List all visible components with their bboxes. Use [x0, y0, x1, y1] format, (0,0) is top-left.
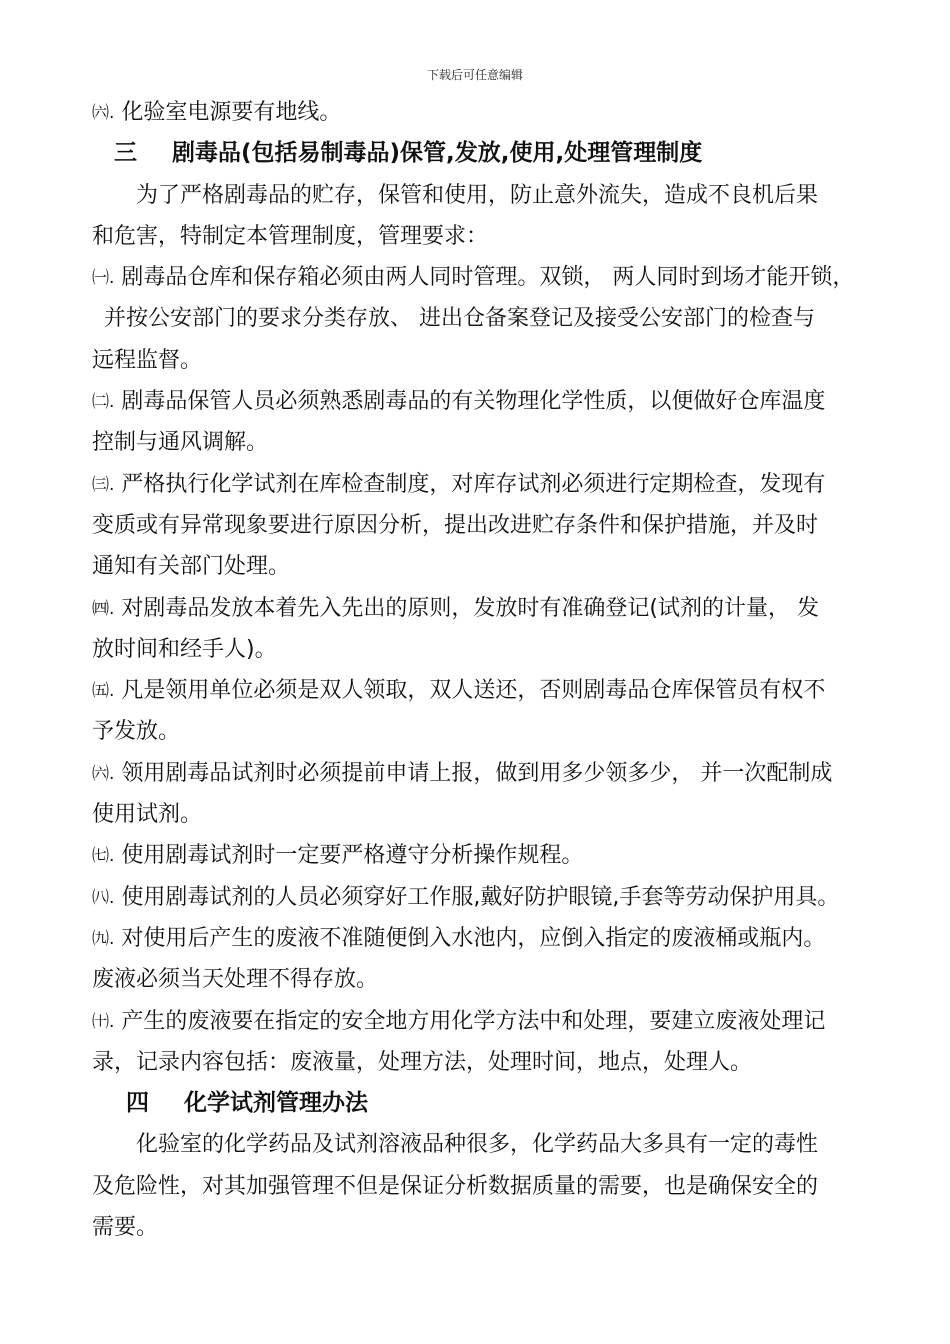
section-heading: [92, 1083, 892, 1124]
text-line: [92, 216, 892, 257]
text-line: [92, 835, 892, 876]
line-text: 变质或有异常现象要进行原因分析，提出改进贮存条件和保护措施，并及时: [92, 512, 819, 538]
section-title: 剧毒品(包括易制毒品)保管,发放,使用,处理管理制度: [172, 140, 703, 167]
item-number: ㈦.: [92, 846, 115, 867]
line-text: 对使用后产生的废液不准随便倒入水池内，应倒入指定的废液桶或瓶内。: [114, 925, 826, 951]
item-number: ㈡.: [92, 392, 115, 413]
line-text: 产生的废液要在指定的安全地方用化学方法中和处理，要建立废液处理记: [114, 1008, 826, 1034]
line-text: 远程监督。: [92, 347, 203, 373]
item-number: ㈩.: [92, 1011, 115, 1032]
section-heading: [92, 133, 892, 174]
text-line: [92, 340, 892, 381]
text-line: [92, 464, 892, 505]
text-line: [92, 794, 892, 835]
item-number: ㈥.: [92, 103, 115, 123]
text-line: [92, 381, 892, 422]
line-text: 控制与通风调解。: [92, 430, 269, 456]
line-text: 剧毒品仓库和保存箱必须由两人同时管理。双锁， 两人同时到场才能开锁，: [114, 265, 855, 291]
text-line: [92, 505, 892, 546]
text-line: [92, 175, 892, 216]
text-line: [92, 1166, 892, 1207]
page-header: 下载后可任意编辑: [426, 68, 523, 82]
text-line: [92, 257, 892, 298]
line-text: 对剧毒品发放本着先入先出的原则，发放时有准确登记(试剂的计量， 发: [114, 595, 819, 621]
text-line: [92, 588, 892, 629]
line-text: 使用试剂。: [92, 802, 203, 828]
section-title: 化学试剂管理办法: [184, 1090, 368, 1117]
line-text: 和危害，特制定本管理制度，管理要求：: [92, 223, 489, 249]
line-text: 使用剧毒试剂的人员必须穿好工作服,戴好防护眼镜,手套等劳动保护用具。: [114, 884, 840, 910]
line-text: 使用剧毒试剂时一定要严格遵守分析操作规程。: [114, 843, 584, 869]
line-text: 严格执行化学试剂在库检查制度，对库存试剂必须进行定期检查，发现有: [114, 471, 826, 497]
item-number: ㈧.: [92, 887, 115, 908]
text-line: [92, 1124, 892, 1165]
line-text: 需要。: [92, 1215, 159, 1241]
text-line: [92, 298, 892, 339]
text-line: [92, 1001, 892, 1042]
text-line: [92, 877, 892, 918]
section-number: 三: [114, 140, 137, 167]
text-line: [92, 546, 892, 587]
line-text: 废液必须当天处理不得存放。: [92, 967, 379, 993]
text-line: [92, 670, 892, 711]
section-number: 四: [126, 1090, 149, 1117]
text-line: [92, 753, 892, 794]
document-body: [92, 92, 892, 1248]
item-number: ㈣.: [92, 598, 115, 619]
item-number: ㈢.: [92, 474, 115, 495]
text-line: [92, 629, 892, 670]
text-line: [92, 959, 892, 1000]
item-number: ㈠.: [92, 268, 115, 289]
item-number: ㈨.: [92, 928, 115, 949]
item-number: ㈥.: [92, 763, 115, 784]
text-line: [92, 711, 892, 752]
text-line: [92, 1042, 892, 1083]
line-text: 通知有关部门处理。: [92, 554, 291, 580]
line-text: 领用剧毒品试剂时必须提前申请上报，做到用多少领多少， 并一次配制成: [114, 760, 833, 786]
line-text: 并按公安部门的要求分类存放、 进出仓备案登记及接受公安部门的检查与: [104, 306, 815, 332]
line-text: 放时间和经手人)。: [92, 636, 277, 662]
line-text: 剧毒品保管人员必须熟悉剧毒品的有关物理化学性质，以便做好仓库温度: [114, 389, 826, 415]
line-text: 录，记录内容包括：废液量，处理方法，处理时间，地点，处理人。: [92, 1049, 753, 1075]
text-line: [92, 92, 892, 133]
text-line: [92, 422, 892, 463]
text-line: [92, 918, 892, 959]
line-text: 凡是领用单位必须是双人领取，双人送还，否则剧毒品仓库保管员有权不: [114, 678, 826, 704]
line-text: 及危险性，对其加强管理不但是保证分析数据质量的需要，也是确保安全的: [92, 1173, 819, 1199]
line-text: 化验室的化学药品及试剂溶液品种很多，化学药品大多具有一定的毒性: [136, 1132, 819, 1158]
text-line: [92, 1207, 892, 1248]
item-number: ㈤.: [92, 681, 115, 702]
line-text: 为了严格剧毒品的贮存，保管和使用，防止意外流失，造成不良机后果: [136, 182, 819, 208]
line-text: 予发放。: [92, 719, 181, 745]
line-text: 化验室电源要有地线。: [114, 100, 342, 125]
